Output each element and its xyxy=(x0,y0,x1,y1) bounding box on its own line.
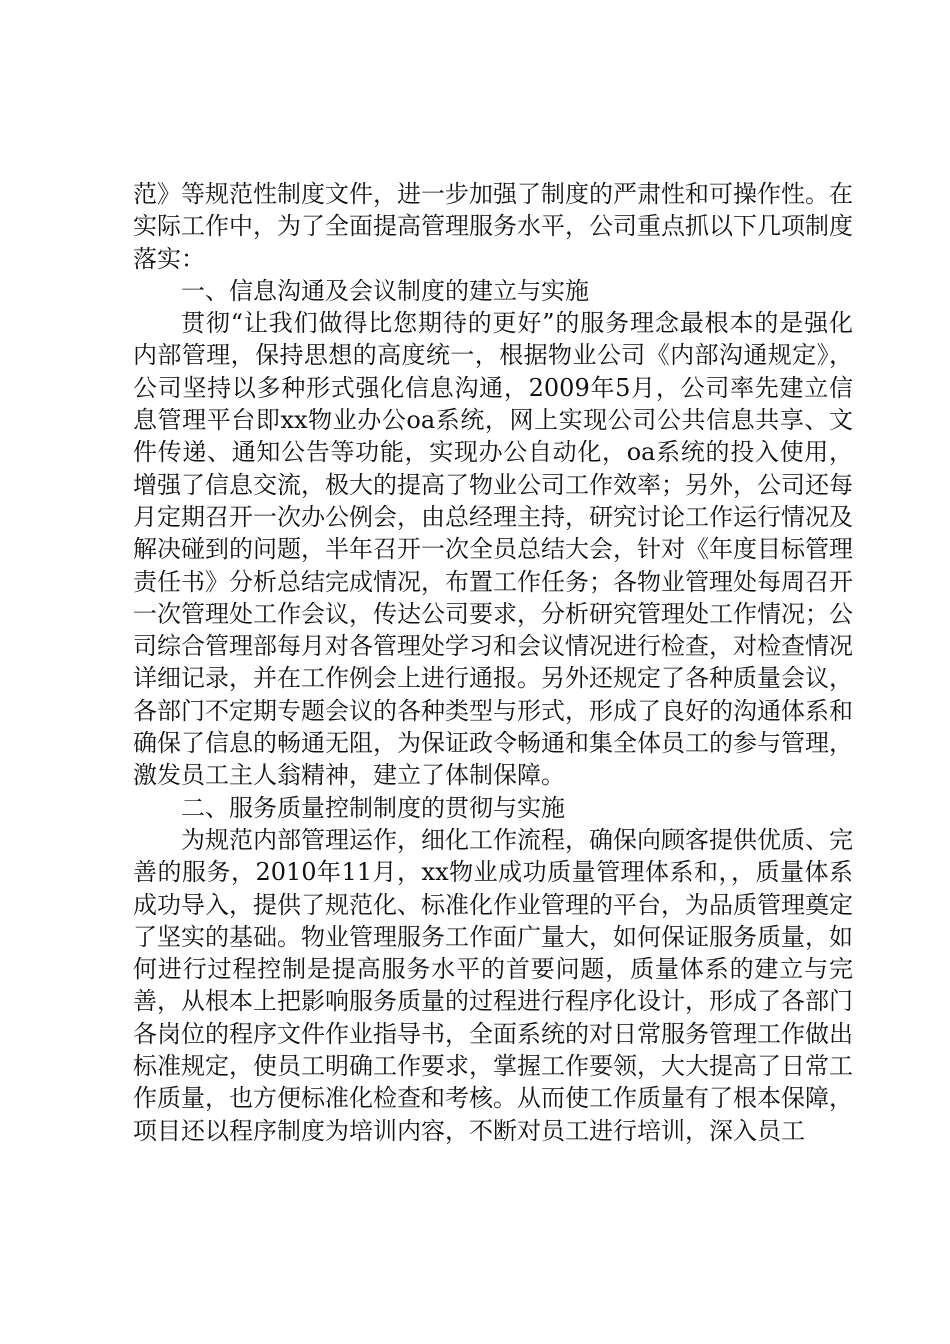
section-heading-1: 一、信息沟通及会议制度的建立与实施 xyxy=(181,276,589,305)
paragraph-intro: 范》等规范性制度文件，进一步加强了制度的严肃性和可操作性。在实际工作中，为了全面提高管理服务水平，公司重点抓以下几项制度落实： xyxy=(133,180,853,273)
section-heading-2: 二、服务质量控制制度的贯彻与实施 xyxy=(181,793,565,822)
paragraph-quality: 为规范内部管理运作，细化工作流程，确保向顾客提供优质、完善的服务，2010年11月，xx物业成功质量管理体系和，，质量体系成功导入，提供了规范化、标准化作业管理的平台，为品质管理奠定了坚实的基础。物业管理服务工作面广量大，如何保证服务质量，如何进行过程控制是提高服务水平的首要问题，质量体系的建立与完善，从根本上把影响服务质量的过程进行程序化设计，形成了各部门各岗位的程序文件作业指导书，全面系统的对日常服务管理工作做出标准规定，使员工明确工作要求，掌握工作要领，大大提高了日常工作质量，也方便标准化检查和考核。从而使工作质量有了根本保障，项目还以程序制度为培训内容，不断对员工进行培训，深入员工 xyxy=(133,825,853,1145)
paragraph-communication: 贯彻“让我们做得比您期待的更好”的服务理念最根本的是强化内部管理，保持思想的高度统一，根据物业公司《内部沟通规定》，公司坚持以多种形式强化信息沟通，2009年5月，公司率先建立信息管理平台即xx物业办公oa系统，网上实现公司公共信息共享、文件传递、通知公告等功能，实现办公自动化，oa系统的投入使用，增强了信息交流，极大的提高了物业公司工作效率；另外，公司还每月定期召开一次办公例会，由总经理主持，研究讨论工作运行情况及解决碰到的问题，半年召开一次全员总结大会，针对《年度目标管理责任书》分析总结完成情况，布置工作任务；各物业管理处每周召开一次管理处工作会议，传达公司要求，分析研究管理处工作情况；公司综合管理部每月对各管理处学习和会议情况进行检查，对检查情况详细记录，并在工作例会上进行通报。另外还规定了各种质量会议，各部门不定期专题会议的各种类型与形式，形成了良好的沟通体系和确保了信息的畅通无阻，为保证政令畅通和集全体员工的参与管理，激发员工主人翁精神，建立了体制保障。 xyxy=(133,309,853,790)
document-body xyxy=(133,178,853,1147)
